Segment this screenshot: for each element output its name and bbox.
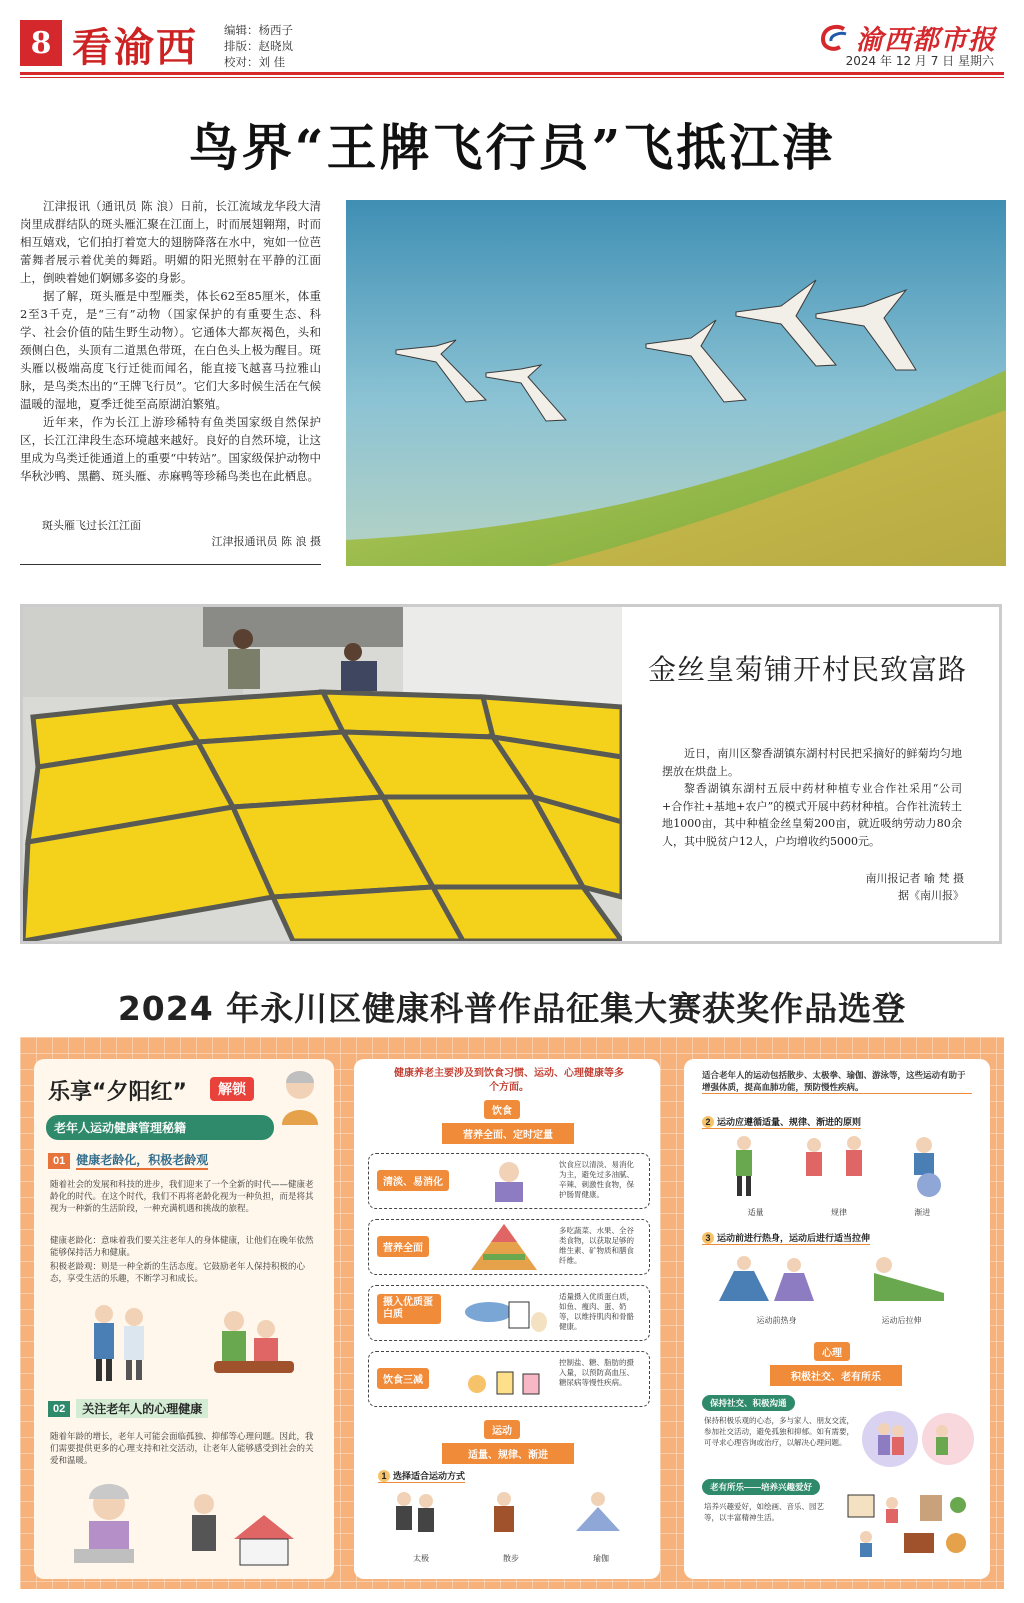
elderly-lonely-illustration: [64, 1479, 314, 1569]
step-text: 运动应遵循适量、规律、渐进的原则: [717, 1117, 862, 1127]
exercise-labels: [376, 1553, 646, 1564]
section-title: 健康老龄化，积极老龄观: [76, 1151, 208, 1170]
social-text: 保持积极乐观的心态，多与家人、朋友交流，参加社交活动，避免孤独和抑郁。如有需要，可寻求心理咨询或治疗，以解决心理问题。: [704, 1416, 854, 1447]
article-geese: [20, 197, 321, 485]
paragraph: 近日，南川区黎香湖镇东湖村村民把采摘好的鲜菊均匀地摆放在烘盘上。: [662, 747, 962, 778]
unlock-badge: 解锁: [210, 1077, 254, 1101]
row-label: 清淡、易消化: [377, 1170, 449, 1191]
poster-panel-exercise-mind: [34, 1059, 334, 1579]
sport-step-1: 1 选择适合运动方式: [378, 1469, 465, 1483]
exercise-types-illustration: [376, 1487, 646, 1551]
paragraph: 江津报讯（通讯员 陈 浪）日前，长江流域龙华段大清岗里成群结队的斑头雁汇聚在江面上，时而展翅翱翔，时而相互嬉戏，它们拍打着宽大的翅膀降落在水中，宛如一位芭蕾舞者展示着优美的舞蹈。明媚的阳光照射在平静的江面上，倒映着她们婀娜多姿的身影。: [20, 199, 321, 285]
principle-label: 适量: [747, 1208, 764, 1217]
warmup-label: 运动前热身: [756, 1316, 797, 1325]
hobby-title: 老有所乐——培养兴趣爱好: [702, 1479, 820, 1495]
exercise-principles-illustration: [714, 1133, 964, 1203]
section-01-text: 随着社会的发展和科技的进步，我们迎来了一个全新的时代——健康老龄化的时代。在这个时代，我们不再将老龄化视为一种负担，而是将其视为一种新的生活阶段，一种充满机遇和挑战的旅程。: [50, 1180, 314, 1214]
section-title: 关注老年人的心理健康: [76, 1399, 208, 1418]
grandma-eating-icon: [479, 1158, 539, 1204]
proof-credit: 校对：刘 佳: [224, 55, 286, 69]
layout-credit: 排版：赵晓岚: [224, 39, 293, 53]
hobbies-illustration: [844, 1489, 974, 1559]
row-text: 多吃蔬菜、水果、全谷类食物，以获取足够的维生素、矿物质和膳食纤维。: [559, 1226, 634, 1265]
row-label: 营养全面: [377, 1236, 429, 1257]
diet-row: [368, 1351, 650, 1407]
geese-photo: [346, 200, 1006, 566]
section-number: 02: [48, 1401, 70, 1417]
diet-intro: 健康养老主要涉及到饮食习惯、运动、心理健康等多个方面。: [394, 1068, 624, 1093]
article-chrysanthemum: [662, 745, 962, 850]
social-title: 保持社交、积极沟通: [702, 1395, 795, 1411]
row-label: 饮食三减: [377, 1368, 429, 1389]
health-poster: [20, 1037, 1004, 1589]
logo-text: 渝西都市报: [856, 25, 996, 56]
exercise-label: 散步: [503, 1554, 519, 1563]
food-pyramid-icon: [469, 1222, 539, 1272]
principle-label: 渐进: [914, 1208, 931, 1217]
section-01-text3: 积极老龄观：则是一种全新的生活态度。它鼓励老年人保持积极的心态，享受生活的乐趣，不断学习和成长。: [50, 1262, 306, 1284]
sport-tag: 运动: [484, 1420, 520, 1439]
section-02-text: 随着年龄的增长，老年人可能会面临孤独、抑郁等心理问题。因此，我们需要提供更多的心理支持和社交活动，让老年人能够感受到社会的关爱和温暖。: [50, 1432, 314, 1466]
warmup-label: 运动后拉伸: [881, 1316, 922, 1325]
credits-chrysanthemum: [866, 870, 965, 904]
page-number: 8: [20, 20, 62, 66]
protein-foods-icon: [459, 1292, 549, 1334]
row-text: 饮食应以清淡、易消化为主，避免过多油腻、辛辣、刺激性食物，保护肠胃健康。: [559, 1160, 634, 1199]
editor-credit: 编辑：杨西子: [224, 23, 293, 37]
salt-sugar-oil-icon: [465, 1366, 545, 1396]
column-rule: [20, 564, 321, 565]
headline-chrysanthemum: 金丝皇菊铺开村民致富路: [648, 653, 968, 686]
staff-credits: [224, 22, 293, 70]
diet-tag: 饮食: [484, 1100, 520, 1119]
elderly-walking-illustration: [74, 1299, 304, 1384]
section-number: 01: [48, 1153, 70, 1169]
headline-geese: 鸟界“王牌飞行员”飞抵江津: [188, 118, 836, 177]
paragraph: 据了解，斑头雁是中型雁类，体长62至85厘米，体重2至3千克，是“三有”动物（国家保护的有重要生态、科学、社会价值的陆生野生动物）。它通体大都灰褐色，头和颈侧白色，头顶有二道黑色带斑，在白色头上极为醒目。斑头雁以极端高度飞行迁徙而闻名，能直接飞越喜马拉雅山脉，是鸟类杰出的“王牌飞行员”。它们大多时候生活在气候温暖的湿地，夏季迁徙至高原湖泊繁殖。: [20, 289, 321, 411]
grandma-icon: [272, 1065, 328, 1125]
paragraph: 黎香湖镇东湖村五辰中药材种植专业合作社采用“公司+合作社+基地+农户”的模式开展中药材种植。合作社流转土地1000亩，其中种植金丝皇菊200亩，就近吸纳劳动力80余人，其中脱贫户12人，户均增收约5000元。: [662, 782, 962, 848]
issue-date: 2024 年 12 月 7 日 星期六: [845, 54, 994, 68]
warmup-labels: [714, 1315, 964, 1326]
principle-label: 规律: [830, 1208, 847, 1217]
step-text: 运动前进行热身，运动后进行适当拉伸: [717, 1233, 871, 1243]
principle-labels: [714, 1207, 964, 1218]
diet-banner: 营养全面、定时定量: [442, 1123, 574, 1144]
diet-row: [368, 1285, 650, 1341]
row-label: 摄入优质蛋白质: [377, 1294, 441, 1324]
mind-banner: 积极社交、老有所乐: [770, 1365, 902, 1386]
header-rule: [20, 72, 1004, 75]
section-title: 看渝西: [72, 24, 198, 71]
poster-panel-exercise-mental: [684, 1059, 990, 1579]
photo-credit: 江津报通讯员 陈 浪 摄: [211, 535, 321, 548]
sport-banner: 适量、规律、渐进: [442, 1443, 574, 1464]
section-01-header: [48, 1151, 208, 1170]
poster-panel-diet: [354, 1059, 660, 1579]
warmup-stretch-illustration: [714, 1251, 964, 1311]
source-credit: 据《南川报》: [898, 889, 964, 902]
row-text: 控制盐、糖、脂肪的摄入量，以预防高血压、糖尿病等慢性疾病。: [559, 1358, 634, 1387]
poster-subtitle: 老年人运动健康管理秘籍: [46, 1115, 274, 1140]
section-02-header: [48, 1399, 208, 1418]
logo-icon: [820, 24, 850, 52]
exercise-step-3: 3 运动前进行热身，运动后进行适当拉伸: [702, 1231, 870, 1245]
header-rule-thin: [20, 77, 1004, 78]
paragraph: 近年来，作为长江上游珍稀特有鱼类国家级自然保护区，长江江津段生态环境越来越好。良好的自然环境，让这里成为鸟类迁徙通道上的重要“中转站”。国家级保护动物中华秋沙鸭、黑鹳、斑头雁、赤麻鸭等珍稀鸟类也在此栖息。: [20, 415, 321, 483]
exercise-intro: 适合老年人的运动包括散步、太极拳、瑜伽、游泳等，这些运动有助于增强体质，提高血肺功能，预防慢性疾病。: [702, 1069, 972, 1094]
photo-credit: 南川报记者 喻 梵 摄: [865, 872, 964, 885]
chrysanthemum-photo: [23, 607, 622, 941]
poster-title: 乐享“夕阳红”: [48, 1080, 187, 1105]
hobby-text: 培养兴趣爱好，如绘画、音乐、园艺等，以丰富精神生活。: [704, 1502, 824, 1522]
sport-step-text: 选择适合运动方式: [393, 1471, 466, 1481]
diet-row: [368, 1153, 650, 1209]
mind-tag: 心理: [814, 1342, 850, 1361]
exercise-label: 太极: [413, 1554, 429, 1563]
headline-health-contest: 2024 年永川区健康科普作品征集大赛获奖作品选登: [117, 989, 907, 1028]
section-01-text2: 健康老龄化：意味着我们要关注老年人的身体健康，让他们在晚年依然能够保持活力和健康。: [50, 1236, 314, 1258]
exercise-label: 瑜伽: [593, 1554, 609, 1563]
social-illustration: [860, 1409, 975, 1471]
row-text: 适量摄入优质蛋白质，如鱼、瘦肉、蛋、奶等，以维持肌肉和骨骼健康。: [559, 1292, 634, 1331]
exercise-step-2: 2 运动应遵循适量、规律、渐进的原则: [702, 1115, 861, 1129]
diet-row: [368, 1219, 650, 1275]
photo-caption: 斑头雁飞过长江江面: [42, 519, 141, 532]
